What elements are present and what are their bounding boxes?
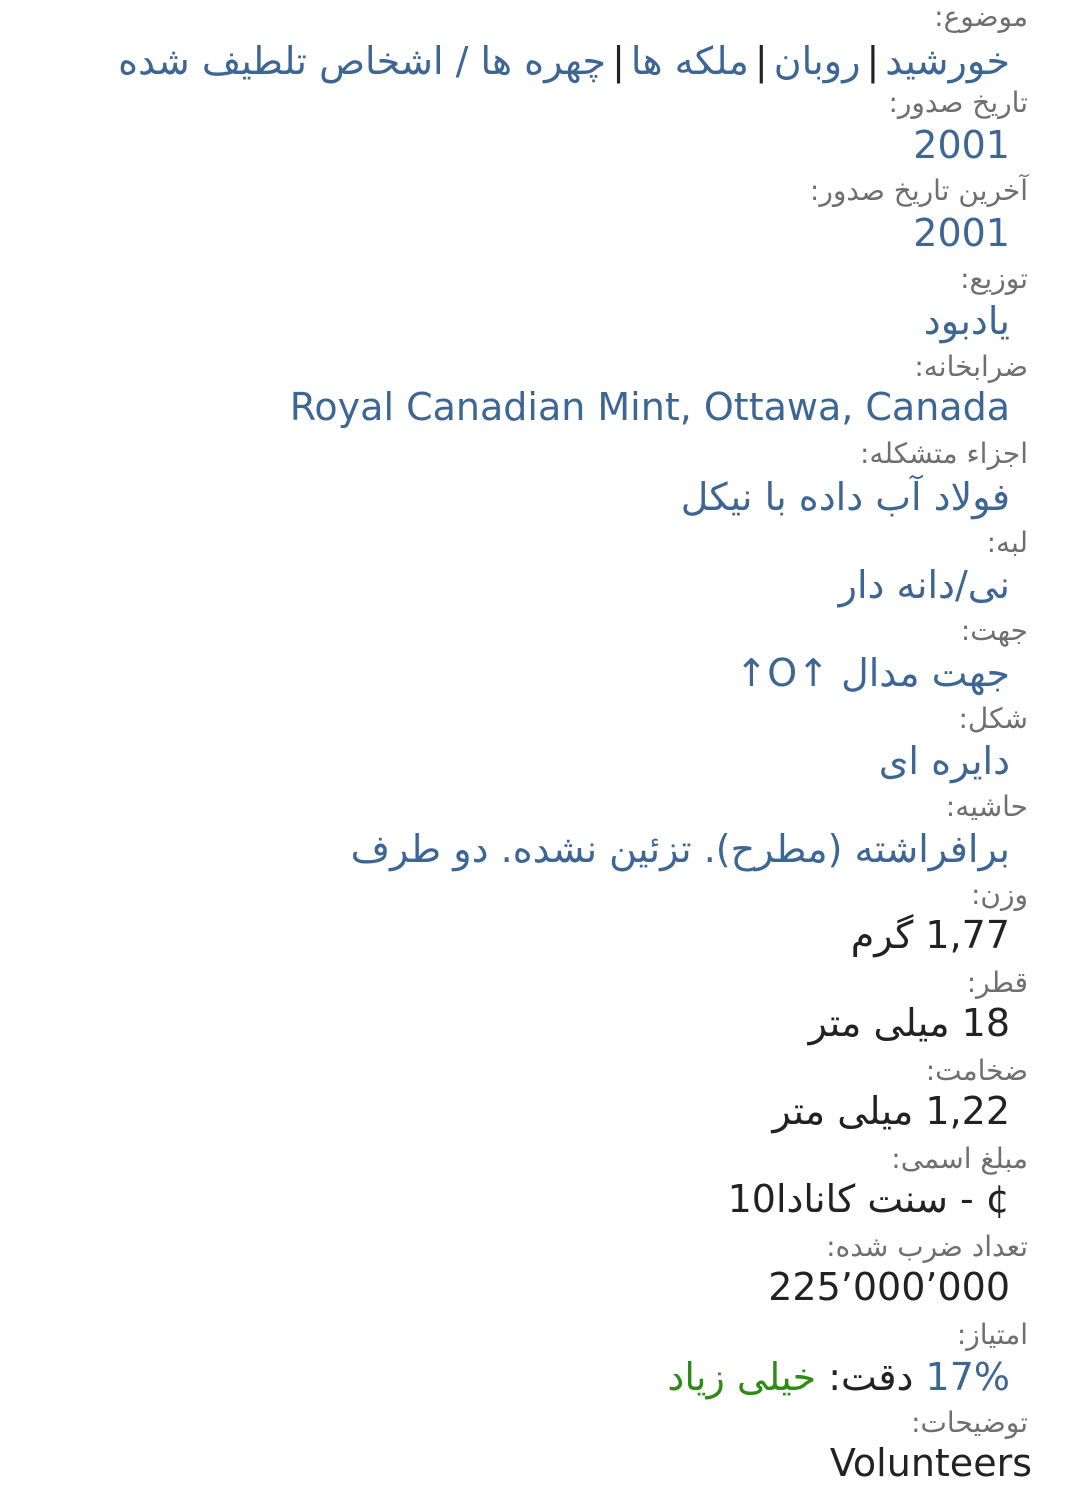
notes-value — [830, 1440, 1032, 1486]
last-issue-date-label: آخرین تاریخ صدور: — [809, 174, 1028, 207]
diameter-label: قطر: — [966, 966, 1028, 999]
weight-value: 1,77 گرم — [850, 913, 1010, 957]
notes-label: توضیحات: — [911, 1406, 1028, 1439]
thickness-label: ضخامت: — [925, 1054, 1028, 1087]
thickness-value: 1,22 میلی متر — [772, 1089, 1010, 1133]
rating-percent: 17% — [925, 1355, 1010, 1399]
accuracy-value: خیلی زیاد — [667, 1355, 817, 1399]
subject-links — [118, 38, 1010, 84]
subject-separator: | — [866, 39, 880, 83]
mintage-label: تعداد ضرب شده: — [826, 1230, 1028, 1263]
edge-label: لبه: — [986, 526, 1028, 559]
distribution-label: توزیع: — [960, 262, 1028, 295]
accuracy-label: دقت: — [828, 1355, 914, 1399]
orientation-label: جهت: — [960, 614, 1028, 647]
denomination-value: ¢ - سنت کانادا10 — [727, 1177, 1010, 1221]
subject-separator: | — [754, 39, 768, 83]
composition-label: اجزاء متشکله: — [860, 437, 1028, 470]
issue-date-link[interactable]: 2001 — [913, 123, 1010, 167]
subject-separator: | — [612, 39, 625, 83]
subject-label: موضوع: — [934, 0, 1028, 33]
weight-label: وزن: — [970, 878, 1028, 911]
subject-link-queens[interactable]: ملکه ها — [630, 39, 749, 83]
mint-label: ضرابخانه: — [914, 350, 1028, 383]
rating-label: امتیاز: — [956, 1318, 1028, 1351]
rating-value — [667, 1354, 1010, 1400]
mint-link[interactable] — [290, 384, 1010, 430]
denomination-label: مبلغ اسمی: — [891, 1142, 1028, 1175]
diameter-value: 18 میلی متر — [808, 1001, 1010, 1045]
subject-link-stylized-faces[interactable]: چهره ها / اشخاص تلطیف شده — [118, 39, 607, 83]
mintage-value — [768, 1264, 1010, 1310]
subject-link-ribbon[interactable]: روبان — [773, 39, 861, 83]
notes-text: Volunteers — [829, 1441, 1032, 1485]
subject-link-sun[interactable]: خورشید — [885, 39, 1010, 83]
border-link[interactable]: برافراشته (مطرح). تزئین نشده. دو طرف — [350, 827, 1010, 871]
mint-name: Royal Canadian Mint, Ottawa, Canada — [289, 385, 1010, 429]
shape-label: شکل: — [958, 702, 1028, 735]
mintage-number: 225’000’000 — [768, 1265, 1010, 1309]
issue-date-label: تاریخ صدور: — [888, 86, 1028, 119]
border-label: حاشیه: — [945, 790, 1028, 823]
last-issue-date-link[interactable]: 2001 — [913, 211, 1010, 255]
edge-link[interactable]: نی/دانه دار — [838, 563, 1010, 607]
shape-link[interactable]: دایره ای — [878, 739, 1010, 783]
composition-link[interactable]: فولاد آب داده با نیکل — [680, 475, 1010, 519]
orientation-link[interactable]: جهت مدال ↑O↑ — [735, 651, 1010, 695]
distribution-link[interactable]: یادبود — [923, 299, 1010, 343]
